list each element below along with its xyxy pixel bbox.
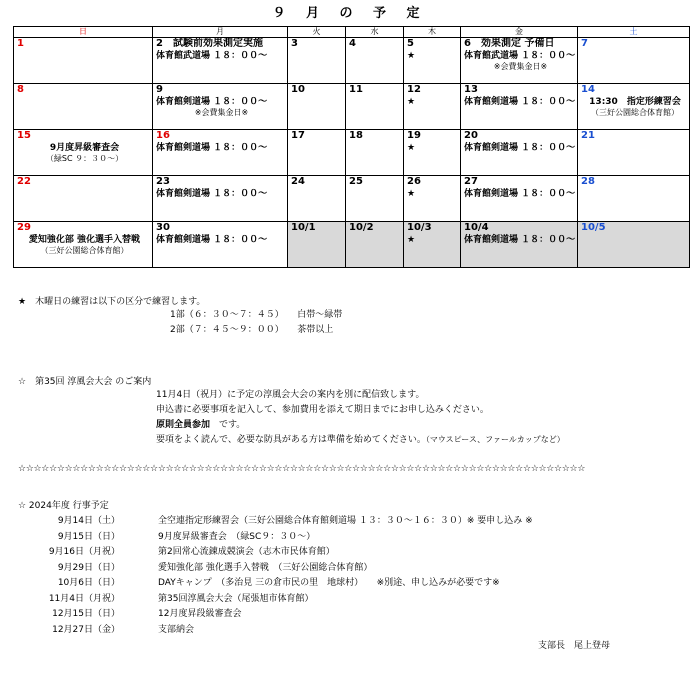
day-number: 25	[349, 176, 363, 187]
calendar-day-cell	[346, 84, 404, 130]
day-number: 10/5	[581, 222, 606, 233]
day-note: （三好公園総合体育館）	[591, 107, 679, 117]
day-event: 体育館剣道場 １８：００～	[156, 142, 268, 153]
day-number: 30	[156, 222, 170, 233]
practice-star-mark: ★	[407, 142, 416, 153]
day-number: 9	[156, 84, 163, 95]
practice-star-mark: ★	[407, 234, 416, 245]
day-event: 体育館武道場 １８：００～	[464, 50, 576, 61]
schedule-event: 第2回常心流錬成競演会（志木市民体育館）	[158, 547, 335, 557]
day-note: ※会費集金日※	[194, 107, 249, 117]
weekday-mon: 月	[153, 27, 288, 38]
schedule-date: 9月15日（日）	[57, 531, 120, 542]
day-number: 28	[581, 176, 595, 187]
tournament-line3-bold: 原則全員参加	[156, 420, 211, 430]
calendar-day-cell	[461, 130, 578, 176]
calendar-day-cell	[404, 176, 461, 222]
day-number: 16	[156, 130, 170, 141]
day-number: 27	[464, 176, 478, 187]
thursday-note-part2: 2部（７：４５～９：００） 茶帯以上	[170, 325, 334, 335]
tournament-line3-rest: です。	[210, 420, 246, 430]
calendar-day-cell	[288, 38, 346, 84]
day-number: 12	[407, 84, 421, 95]
practice-star-mark: ★	[407, 188, 416, 199]
calendar-day-cell	[461, 222, 578, 268]
calendar-day-cell	[346, 130, 404, 176]
day-event: 体育館剣道場 １８：００～	[156, 234, 268, 245]
day-event: 体育館剣道場 １８：００～	[464, 234, 576, 245]
schedule-date: 12月15日（日）	[52, 609, 120, 619]
calendar-day-cell	[288, 222, 346, 268]
page-title: ９ 月 の 予 定	[272, 6, 428, 21]
schedule-date: 11月4日（月祝）	[48, 593, 120, 604]
weekday-header-row	[14, 27, 690, 38]
calendar-day-cell	[346, 222, 404, 268]
calendar-week-row	[14, 222, 690, 268]
day-event: 9月度昇級審査会	[49, 142, 120, 153]
schedule-item	[0, 514, 700, 529]
calendar-day-cell	[153, 130, 288, 176]
schedule-item	[0, 576, 700, 591]
day-number: 4	[349, 38, 356, 49]
day-number: 22	[17, 176, 31, 187]
day-number: 10/2	[349, 222, 374, 233]
tournament-head: ☆ 第35回 淳風会大会 のご案内	[18, 377, 152, 387]
day-event: 体育館剣道場 １８：００～	[464, 142, 576, 153]
schedule-event: 愛知強化部 強化選手入替戦 （三好公園総合体育館）	[158, 562, 373, 573]
day-number: 17	[291, 130, 305, 141]
thursday-note-head: ★ 木曜日の練習は以下の区分で練習します。	[18, 297, 206, 307]
calendar-day-cell	[153, 38, 288, 84]
day-number: 26	[407, 176, 421, 187]
weekday-wed: 水	[346, 27, 404, 38]
weekday-tue: 火	[288, 27, 346, 38]
calendar-week-row	[14, 38, 690, 84]
calendar-day-cell	[288, 130, 346, 176]
day-number: 23	[156, 176, 170, 187]
day-number: 29	[17, 222, 31, 233]
day-number: 10	[291, 84, 305, 95]
calendar-week-row	[14, 176, 690, 222]
schedule-event: 支部納会	[158, 624, 195, 635]
tournament-line2: 申込書に必要事項を記入して、参加費用を添えて期日までにお申し込みください。	[156, 405, 489, 415]
calendar-table	[13, 26, 690, 268]
calendar-day-cell	[578, 222, 690, 268]
calendar-day-cell	[153, 84, 288, 130]
calendar-day-cell	[578, 84, 690, 130]
day-number: 21	[581, 130, 595, 141]
tournament-line1: 11月4日（祝月）に予定の淳風会大会の案内を別に配信致します。	[156, 390, 425, 400]
calendar-week-row	[14, 130, 690, 176]
schedule-item	[0, 623, 700, 638]
tournament-line4	[156, 434, 565, 446]
day-number: 7	[581, 38, 588, 49]
weekday-thu: 木	[404, 27, 461, 38]
schedule-event: 9月度昇級審査会 （緑SC９：３０～）	[158, 531, 316, 542]
schedule-event: 12月度昇段級審査会	[158, 609, 242, 619]
schedule-date: 9月29日（日）	[57, 562, 120, 573]
day-number: 24	[291, 176, 305, 187]
schedule-event: 第35回淳風会大会（尾張旭市体育館）	[158, 593, 314, 604]
schedule-head: ☆ 2024年度 行事予定	[18, 501, 109, 511]
weekday-sun: 日	[14, 27, 153, 38]
calendar-day-cell	[346, 176, 404, 222]
day-number: 8	[17, 84, 24, 95]
schedule-date: 9月14日（土）	[57, 516, 120, 526]
calendar-day-cell	[404, 38, 461, 84]
day-number: 2 試験前効果測定実施	[156, 38, 263, 49]
schedule-item	[0, 607, 700, 622]
weekday-sat: 土	[578, 27, 690, 38]
weekday-fri: 金	[461, 27, 578, 38]
calendar-day-cell	[461, 176, 578, 222]
schedule-date: 12月27日（金）	[52, 624, 120, 635]
calendar-day-cell	[578, 130, 690, 176]
day-number: 14	[581, 84, 595, 95]
star-divider: ☆☆☆☆☆☆☆☆☆☆☆☆☆☆☆☆☆☆☆☆☆☆☆☆☆☆☆☆☆☆☆☆☆☆☆☆☆☆☆☆☆☆☆☆☆☆☆☆☆☆☆☆☆☆☆☆☆☆☆☆☆☆☆☆☆☆☆☆☆☆☆☆☆	[18, 464, 586, 474]
day-number: 10/1	[291, 222, 316, 233]
calendar-day-cell	[346, 38, 404, 84]
calendar-day-cell	[461, 38, 578, 84]
calendar-day-cell	[14, 130, 153, 176]
day-note: （緑SC ９：３０～）	[45, 153, 124, 163]
schedule-event: DAYキャンプ （多治見 三の倉市民の里 地球村） ※別途、申し込みが必要です※	[158, 578, 500, 588]
calendar-week-row	[14, 84, 690, 130]
day-event: 体育館剣道場 １８：００～	[464, 188, 576, 199]
schedule-date: 9月16日（月祝）	[48, 547, 120, 557]
day-number: 10/4	[464, 222, 489, 233]
calendar-day-cell	[153, 222, 288, 268]
day-event: 体育館武道場 １８：００～	[156, 50, 268, 61]
day-event: 体育館剣道場 １８：００～	[464, 96, 576, 107]
schedule-item	[0, 545, 700, 560]
day-note: （三好公園総合体育館）	[40, 245, 129, 255]
calendar-day-cell	[578, 38, 690, 84]
day-number: 1	[17, 38, 24, 49]
schedule-item	[0, 592, 700, 607]
day-number: 20	[464, 130, 478, 141]
day-number: 18	[349, 130, 363, 141]
practice-star-mark: ★	[407, 96, 416, 107]
schedule-item	[0, 530, 700, 545]
calendar-day-cell	[153, 176, 288, 222]
day-event: 13:30 指定形練習会	[589, 96, 681, 107]
calendar-day-cell	[578, 176, 690, 222]
practice-star-mark: ★	[407, 50, 416, 61]
day-number: 13	[464, 84, 478, 95]
schedule-date: 10月6日（日）	[57, 578, 120, 588]
day-number: 5	[407, 38, 414, 49]
day-number: 10/3	[407, 222, 432, 233]
calendar-day-cell	[14, 176, 153, 222]
day-event: 体育館剣道場 １８：００～	[156, 188, 268, 199]
day-event: 体育館剣道場 １８：００～	[156, 96, 268, 107]
calendar-day-cell	[461, 84, 578, 130]
day-note: ※会費集金日※	[493, 61, 548, 71]
calendar-day-cell	[14, 38, 153, 84]
schedule-item	[0, 561, 700, 576]
day-number: 15	[17, 130, 31, 141]
calendar-day-cell	[404, 84, 461, 130]
tournament-line4-main: 要項をよく読んで、必要な防具がある方は準備を始めてください。	[156, 435, 426, 445]
day-event: 愛知強化部 強化選手入替戦	[28, 234, 141, 245]
day-number: 11	[349, 84, 363, 95]
signature: 支部長 尾上登母	[538, 641, 611, 651]
day-number: 19	[407, 130, 421, 141]
day-number: 6 効果測定 予備日	[464, 38, 555, 49]
calendar-day-cell	[288, 84, 346, 130]
calendar-day-cell	[14, 84, 153, 130]
calendar-day-cell	[288, 176, 346, 222]
day-number: 3	[291, 38, 298, 49]
tournament-line4-note: （マウスピース、ファールカップなど）	[425, 435, 565, 444]
calendar-day-cell	[404, 130, 461, 176]
calendar-day-cell	[14, 222, 153, 268]
thursday-note-part1: 1部（６：３０～７：４５） 白帯～緑帯	[170, 310, 343, 320]
tournament-line3	[156, 419, 245, 431]
schedule-event: 全空連指定形練習会（三好公園総合体育館剣道場 １３：３０～１６：３０）※ 要申し込み ※	[158, 516, 533, 526]
calendar-day-cell	[404, 222, 461, 268]
